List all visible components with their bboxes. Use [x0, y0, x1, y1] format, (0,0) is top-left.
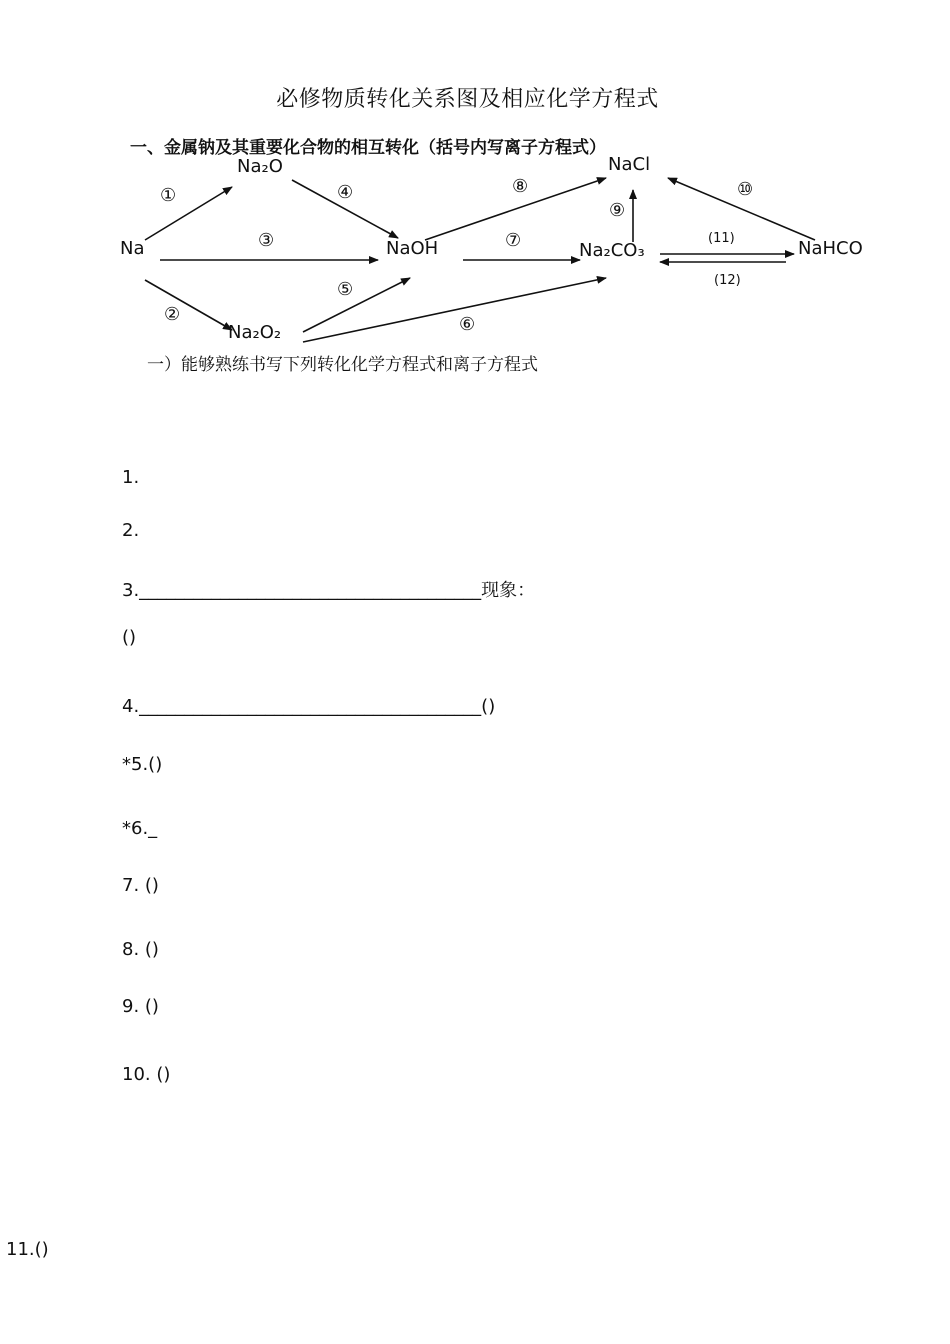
- section-heading: 一、金属钠及其重要化合物的相互转化（括号内写离子方程式）: [130, 138, 606, 158]
- label-2: ②: [164, 304, 181, 325]
- node-na2o2: Na₂O₂: [228, 322, 282, 343]
- label-6: ⑥: [459, 314, 476, 335]
- label-8: ⑧: [512, 176, 529, 197]
- label-10: ⑩: [737, 179, 754, 200]
- item-11: 11.(): [6, 1239, 49, 1260]
- label-4: ④: [337, 182, 354, 203]
- node-nacl: NaCl: [608, 154, 651, 175]
- page-title: 必修物质转化关系图及相应化学方程式: [276, 87, 659, 112]
- arrow-5: [303, 278, 410, 332]
- item-5: *5.(): [122, 754, 163, 775]
- item-3: 3.______________________________________现象：: [122, 580, 536, 601]
- item-9: 9. (): [122, 996, 159, 1017]
- arrow-2: [145, 280, 232, 330]
- node-na2o: Na₂O: [237, 156, 283, 177]
- node-na2co3: Na₂CO₃: [579, 240, 645, 261]
- label-12: (12): [714, 273, 741, 288]
- item-8: 8. (): [122, 939, 159, 960]
- sub-heading: 一）能够熟练书写下列转化化学方程式和离子方程式: [147, 355, 538, 375]
- label-9: ⑨: [609, 200, 626, 221]
- conversion-diagram: [0, 0, 950, 360]
- item-1: 1.: [122, 467, 140, 488]
- item-10: 10. (): [122, 1064, 171, 1085]
- node-nahco: NaHCO: [798, 238, 863, 259]
- item-6: *6._: [122, 818, 158, 839]
- label-7: ⑦: [505, 230, 522, 251]
- item-3-ionic: (): [122, 627, 137, 648]
- node-naoh: NaOH: [386, 238, 439, 259]
- item-4: 4.______________________________________(): [122, 696, 496, 717]
- node-na: Na: [120, 238, 145, 259]
- item-7: 7. (): [122, 875, 159, 896]
- arrow-1: [145, 187, 232, 240]
- label-11: (11): [708, 231, 735, 246]
- label-3: ③: [258, 230, 275, 251]
- label-5: ⑤: [337, 279, 354, 300]
- label-1: ①: [160, 185, 177, 206]
- item-2: 2.: [122, 520, 140, 541]
